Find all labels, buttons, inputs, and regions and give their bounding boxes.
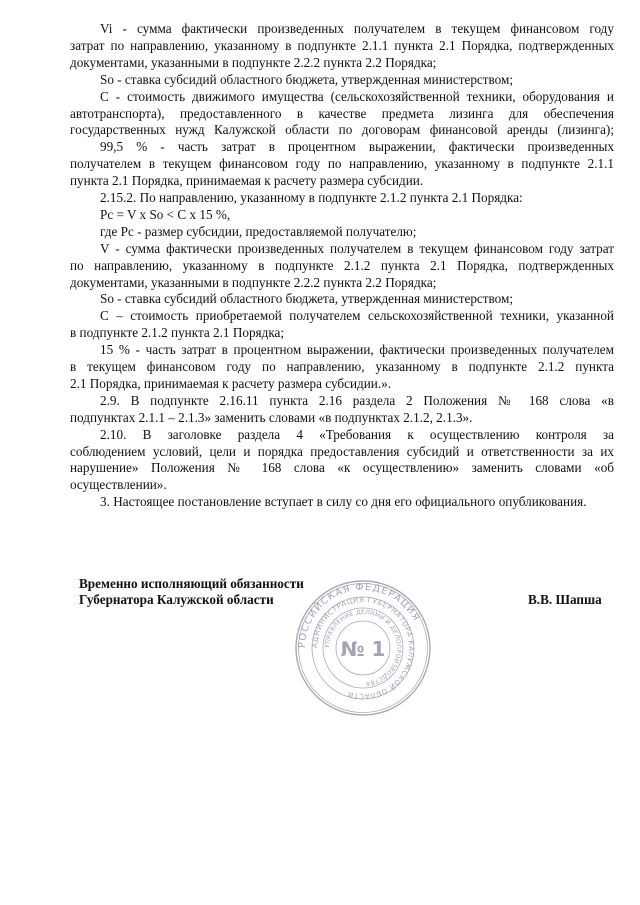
text-line: подпунктах 2.1.1 – 2.1.3» заменить словами «в подпунктах 2.1.2, 2.1.3». (70, 409, 473, 425)
text-line: С - стоимость движимого имущества (сельскохозяйственной техники, оборудования и (100, 88, 614, 104)
official-seal (293, 578, 433, 718)
text-line: 99,5 % - часть затрат в процентном выражении, фактически произведенных (100, 139, 614, 155)
seal-middle-text: АДМИНИСТРАЦИЯ ГУБЕРНАТОРА КАЛУЖСКОЙ ОБЛАСТИ (310, 595, 416, 701)
signatory-position-line-2: Губернатора Калужской области (79, 592, 274, 607)
text-line: автотранспорта), предоставленного в качестве предмета лизинга для обеспечения (70, 105, 614, 121)
text-line: 2.15.2. По направлению, указанному в подпункте 2.1.2 пункта 2.1 Порядка: (100, 190, 523, 205)
text-line: в подпункте 2.1.2 пункта 2.1 Порядка; (70, 325, 285, 341)
text-line: получателем в текущем финансовом году по направлению, указанному в подпункте 2.1.1 (70, 156, 614, 172)
text-line: документами, указанными в подпункте 2.2.2 пункта 2.2 Порядка; (70, 54, 437, 70)
text-line: So - ставка субсидий областного бюджета, утвержденная министерством; (100, 291, 514, 307)
text-line: в текущем финансовом году по направлению, указанному в подпункте 2.1.2 пункта (70, 359, 614, 374)
text-line: 15 % - часть затрат в процентном выражении, фактически произведенных получателем (100, 342, 614, 358)
seal-outer-text: РОССИЙСКАЯ ФЕДЕРАЦИЯ (296, 581, 422, 649)
signatory-position-line-1: Временно исполняющий обязанности (79, 576, 304, 591)
text-line: 3. Настоящее постановление вступает в силу со дня его официального опубликования. (100, 494, 587, 510)
text-line: затрат по направлению, указанному в подпункте 2.1.1 пункта 2.1 Порядка, подтвержденных (70, 37, 614, 53)
text-line: Vi - сумма фактически произведенных получателем в текущем финансовом году (100, 21, 614, 36)
text-line: где Рс - размер субсидии, предоставляемой получателю; (100, 223, 417, 239)
text-line: So - ставка субсидий областного бюджета, утвержденная министерством; (100, 71, 514, 87)
text-line: 2.10. В заголовке раздела 4 «Требования к осуществлению контроля за (100, 426, 614, 442)
text-line: документами, указанными в подпункте 2.2.2 пункта 2.2 Порядка; (70, 274, 437, 290)
text-line: государственных нужд Калужской области по договорам финансовой аренды (лизинга); (70, 122, 614, 138)
text-line: нарушение» Положения № 168 слова «к осуществлению» заменить словами «об (70, 460, 614, 476)
seal-number: № 1 (340, 637, 386, 661)
text-line: по направлению, указанному в подпункте 2.1.2 пункта 2.1 Порядка, подтвержденных (70, 257, 614, 273)
text-line: соблюдением условий, цели и порядка предоставления субсидий и ответственности за их (70, 443, 614, 459)
text-line: V - сумма фактически произведенных получателем в текущем финансовом году затрат (100, 240, 614, 256)
seal-inner-text: УПРАВЛЕНИЕ ДЕЛАМИ И ДЕЛОПРОИЗВОДСТВА (323, 608, 403, 687)
text-line: 2.1 Порядка, принимаемая к расчету размера субсидии.». (70, 375, 392, 391)
signatory-name: В.В. Шапша (528, 592, 602, 607)
text-line: Pc = V x So < C x 15 %, (100, 206, 231, 222)
text-line: 2.9. В подпункте 2.16.11 пункта 2.16 раздела 2 Положения № 168 слова «в (100, 392, 614, 408)
text-line: осуществлении». (70, 477, 167, 493)
text-line: пункта 2.1 Порядка, принимаемая к расчету размера субсидии. (70, 173, 424, 189)
text-line: С – стоимость приобретаемой получателем сельскохозяйственной техники, указанной (100, 308, 614, 324)
